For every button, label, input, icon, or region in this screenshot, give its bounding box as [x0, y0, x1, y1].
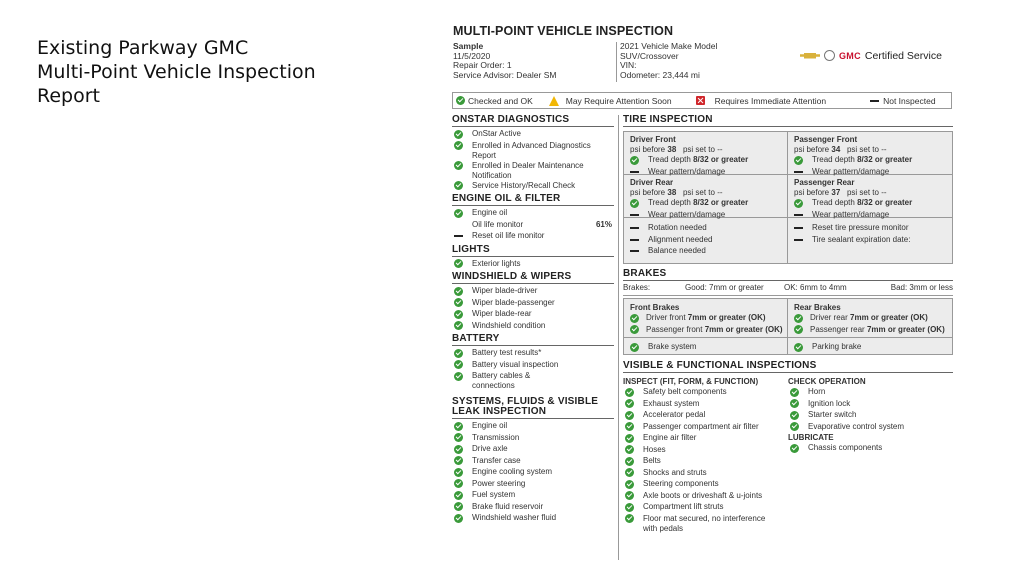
onstar-heading: ONSTAR DIAGNOSTICS: [452, 115, 614, 127]
list-item: Hoses: [625, 445, 791, 457]
check-heading: CHECK OPERATION: [788, 377, 866, 386]
check-circle-icon: [625, 457, 634, 466]
list-item: Brake fluid reservoir: [454, 502, 614, 514]
legend-warn: May Require Attention Soon: [565, 95, 672, 106]
brakes-heading: BRAKES: [623, 269, 953, 281]
inspection-report: [452, 26, 954, 572]
check-circle-icon: [794, 314, 803, 323]
brake-scale: Brakes: Good: 7mm or greater OK: 6mm to 4mm Bad: 3mm or less: [623, 283, 953, 296]
check-circle-icon: [625, 422, 634, 431]
list-item: Enrolled in Advanced Diagnostics Report: [454, 141, 614, 161]
check-circle-icon: [454, 468, 463, 477]
list-item: Reset oil life monitor: [454, 231, 614, 243]
check-circle-icon: [630, 314, 639, 323]
customer-info: [453, 42, 556, 80]
dash-icon: [630, 171, 639, 173]
check-circle-icon: [456, 96, 465, 105]
list-item: Fuel system: [454, 490, 614, 502]
left-column: [452, 115, 614, 525]
check-circle-icon: [630, 325, 639, 334]
check-circle-icon: [454, 259, 463, 268]
list-item: Battery cables & connections: [454, 371, 614, 391]
check-circle-icon: [794, 325, 803, 334]
check-circle-icon: [790, 388, 799, 397]
list-item: Drive axle: [454, 444, 614, 456]
slide-title-line-1: Existing Parkway GMC: [37, 37, 249, 59]
chevrolet-logo-icon: [800, 53, 820, 59]
check-circle-icon: [454, 514, 463, 523]
vehicle-model: 2021 Vehicle Make Model: [620, 41, 718, 51]
customer-name: Sample: [453, 41, 484, 51]
list-item: Floor mat secured, no interference with pedals: [625, 514, 791, 534]
visible-section: [623, 361, 953, 375]
check-circle-icon: [454, 141, 463, 150]
front-brakes: Front Brakes Driver front 7mm or greater (OK) Passenger front 7mm or greater (OK): [630, 303, 783, 334]
check-circle-icon: [454, 161, 463, 170]
rear-brakes: Rear Brakes Driver rear 7mm or greater (OK) Passenger rear 7mm or greater (OK): [794, 303, 945, 334]
check-circle-icon: [625, 388, 634, 397]
dash-icon: [630, 227, 639, 229]
list-item: Service History/Recall Check: [454, 181, 614, 193]
oil-life-percent: 61%: [595, 219, 612, 229]
tire-extra-left: Rotation needed Alignment needed Balance needed: [624, 220, 787, 261]
check-circle-icon: [454, 456, 463, 465]
tire-driver-front: Driver Front psi before 38 psi set to -- Tread depth 8/32 or greater Wear pattern/damage: [630, 135, 749, 176]
vehicle-odometer: Odometer: 23,444 mi: [620, 69, 700, 80]
check-circle-icon: [454, 360, 463, 369]
list-item: Accelerator pedal: [625, 410, 791, 422]
dash-icon: [794, 214, 803, 216]
list-item: Wiper blade-passenger: [454, 298, 614, 310]
red-x-icon: [696, 96, 705, 105]
list-item: Chassis components: [790, 443, 952, 455]
dash-icon: [794, 239, 803, 241]
list-item: Enrolled in Dealer Maintenance Notification: [454, 161, 614, 181]
check-circle-icon: [454, 349, 463, 358]
brand-logos: [800, 50, 942, 61]
list-item: Engine oil: [454, 421, 614, 433]
tire-extra-right: Reset tire pressure monitor Tire sealant expiration date:: [788, 220, 953, 249]
list-item: Windshield condition: [454, 321, 614, 333]
oil-heading: ENGINE OIL & FILTER: [452, 194, 614, 206]
check-circle-icon: [454, 209, 463, 218]
check-circle-icon: [454, 287, 463, 296]
list-item: Wiper blade-driver: [454, 286, 614, 298]
battery-heading: BATTERY: [452, 334, 614, 346]
check-circle-icon: [790, 399, 799, 408]
wipers-heading: WINDSHIELD & WIPERS: [452, 272, 614, 284]
list-item: Battery test results*: [454, 348, 614, 360]
list-item: Battery visual inspection: [454, 360, 614, 372]
dash-icon: [794, 227, 803, 229]
list-item: Power steering: [454, 479, 614, 491]
list-item: Windshield washer fluid: [454, 513, 614, 525]
list-item: Steering components: [625, 479, 791, 491]
list-item: Starter switch: [790, 410, 952, 422]
systems-heading: SYSTEMS, FLUIDS & VISIBLE LEAK INSPECTION: [452, 397, 614, 419]
inspect-heading: INSPECT (FIT, FORM, & FUNCTION): [623, 377, 759, 386]
list-item: Transmission: [454, 433, 614, 445]
check-circle-icon: [454, 491, 463, 500]
check-circle-icon: [625, 434, 634, 443]
check-circle-icon: [454, 479, 463, 488]
list-item: Belts: [625, 456, 791, 468]
check-circle-icon: [625, 411, 634, 420]
check-circle-icon: [625, 503, 634, 512]
report-date: 11/5/2020: [453, 50, 491, 61]
list-item: Exterior lights: [454, 259, 614, 271]
service-advisor: Service Advisor: Dealer SM: [453, 69, 557, 80]
dash-icon: [870, 100, 879, 102]
check-circle-icon: [454, 422, 463, 431]
brakes-section: [623, 269, 953, 296]
list-item: Passenger compartment air filter: [625, 422, 791, 434]
check-circle-icon: [454, 433, 463, 442]
list-item: Oil life monitor 61%: [472, 219, 612, 229]
list-item: Evaporative control system: [790, 422, 952, 434]
tire-heading: TIRE INSPECTION: [623, 115, 953, 127]
slide-title-line-3: Report: [37, 85, 100, 107]
check-circle-icon: [454, 130, 463, 139]
check-circle-icon: [454, 181, 463, 190]
list-item: Ignition lock: [790, 399, 952, 411]
buick-logo-icon: [824, 50, 835, 61]
list-item: Axle boots or driveshaft & u-joints: [625, 491, 791, 503]
vehicle-vin: VIN:: [620, 60, 637, 70]
legend-ok: Checked and OK: [468, 95, 533, 106]
check-circle-icon: [625, 468, 634, 477]
check-circle-icon: [790, 444, 799, 453]
column-divider: [618, 115, 619, 560]
tire-inspection-box: [623, 131, 953, 264]
tire-driver-rear: Driver Rear psi before 38 psi set to -- Tread depth 8/32 or greater Wear pattern/damage: [630, 178, 749, 219]
check-list: [788, 377, 952, 455]
list-item: Exhaust system: [625, 399, 791, 411]
check-circle-icon: [625, 514, 634, 523]
tire-passenger-rear: Passenger Rear psi before 37 psi set to -- Tread depth 8/32 or greater Wear pattern/damage: [794, 178, 913, 219]
list-item: Engine cooling system: [454, 467, 614, 479]
right-column: [623, 115, 953, 129]
check-circle-icon: [454, 372, 463, 381]
report-title: MULTI-POINT VEHICLE INSPECTION: [453, 24, 674, 38]
check-circle-icon: [794, 199, 803, 208]
list-item: OnStar Active: [454, 129, 614, 141]
check-circle-icon: [790, 411, 799, 420]
list-item: Engine oil: [454, 208, 614, 220]
lights-heading: LIGHTS: [452, 245, 614, 257]
check-circle-icon: [790, 422, 799, 431]
gmc-logo: GMC: [839, 50, 861, 61]
check-circle-icon: [454, 321, 463, 330]
dash-icon: [630, 239, 639, 241]
vehicle-info: [616, 42, 717, 82]
check-circle-icon: [630, 199, 639, 208]
list-item: Wiper blade-rear: [454, 309, 614, 321]
check-circle-icon: [630, 156, 639, 165]
check-circle-icon: [454, 298, 463, 307]
check-circle-icon: [794, 343, 803, 352]
certified-service-label: Certified Service: [864, 49, 942, 62]
repair-order: Repair Order: 1: [453, 60, 512, 70]
legend-none: Not Inspected: [883, 95, 936, 106]
check-circle-icon: [625, 399, 634, 408]
check-circle-icon: [630, 343, 639, 352]
brakes-box: Front Brakes Driver front 7mm or greater (OK) Passenger front 7mm or greater (OK) Rear Brakes Driver rear 7mm or greater (OK) Passenger rear 7mm or greater (OK) Brake system Parking brake: [623, 298, 953, 355]
warning-triangle-icon: [549, 96, 559, 106]
list-item: Transfer case: [454, 456, 614, 468]
check-circle-icon: [454, 502, 463, 511]
check-circle-icon: [454, 445, 463, 454]
status-legend: [452, 92, 952, 109]
vehicle-body: SUV/Crossover: [620, 50, 679, 61]
check-circle-icon: [625, 480, 634, 489]
visible-heading: VISIBLE & FUNCTIONAL INSPECTIONS: [623, 361, 953, 373]
dash-icon: [630, 214, 639, 216]
lubricate-heading: LUBRICATE: [788, 433, 834, 442]
legend-bad: Requires Immediate Attention: [714, 95, 827, 106]
list-item: Engine air filter: [625, 433, 791, 445]
list-item: Horn: [790, 387, 952, 399]
check-circle-icon: [794, 156, 803, 165]
list-item: Shocks and struts: [625, 468, 791, 480]
dash-icon: [454, 235, 463, 237]
check-circle-icon: [454, 310, 463, 319]
tire-passenger-front: Passenger Front psi before 34 psi set to -- Tread depth 8/32 or greater Wear pattern/damage: [794, 135, 913, 176]
list-item: Safety belt components: [625, 387, 791, 399]
dash-icon: [630, 250, 639, 252]
list-item: Compartment lift struts: [625, 502, 791, 514]
slide-title-line-2: Multi-Point Vehicle Inspection: [37, 61, 316, 83]
dash-icon: [794, 171, 803, 173]
check-circle-icon: [625, 491, 634, 500]
slide-title: [37, 36, 377, 108]
check-circle-icon: [625, 445, 634, 454]
inspect-list: [623, 377, 791, 534]
